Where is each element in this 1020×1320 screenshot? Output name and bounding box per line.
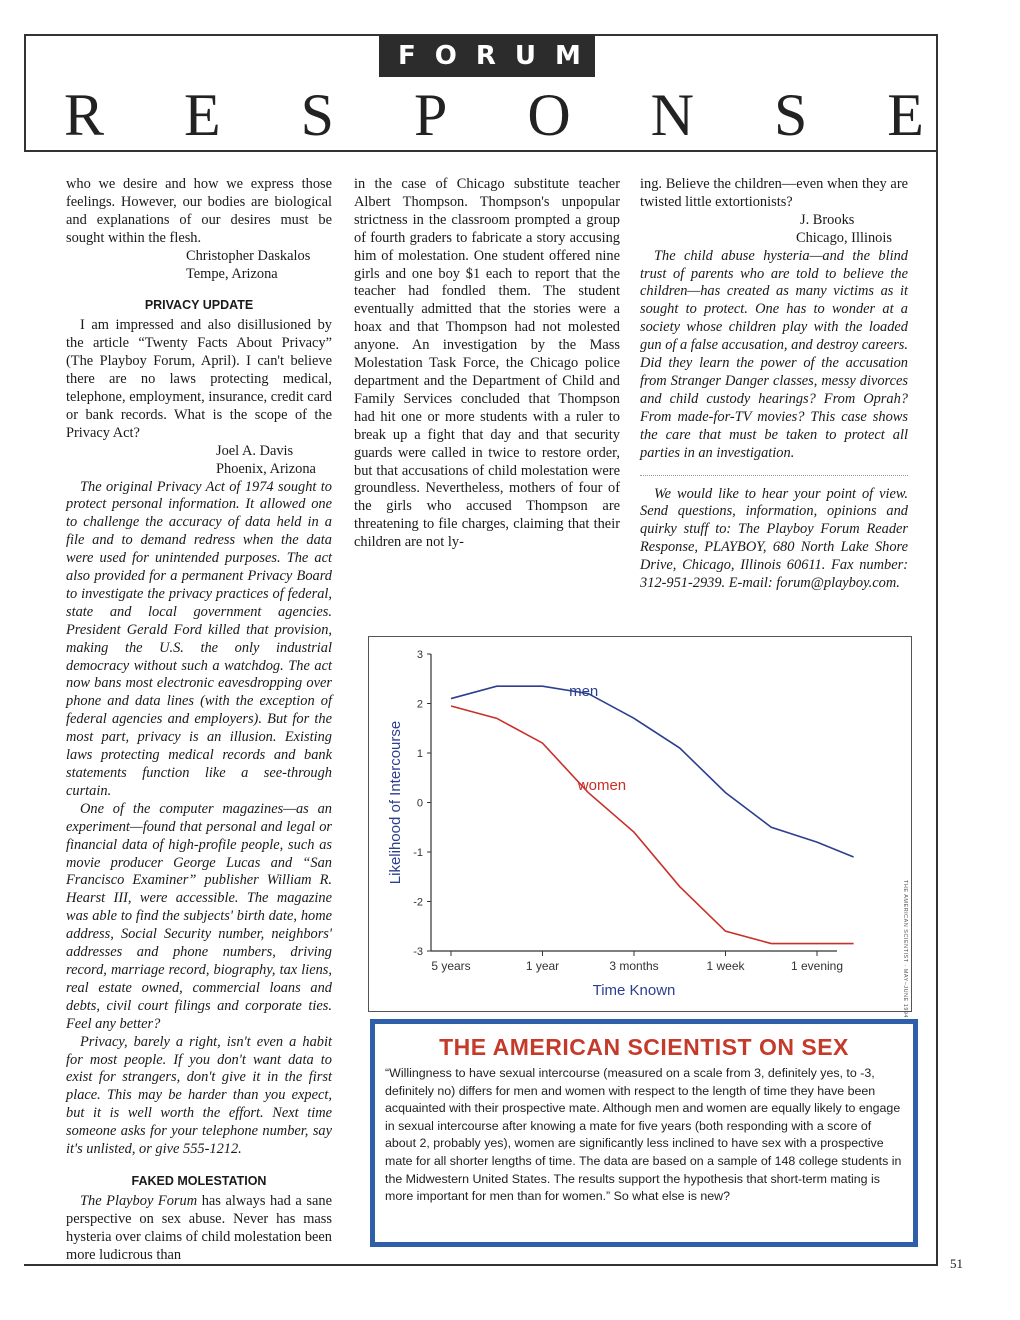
line-chart xyxy=(369,637,911,1018)
callout-title: THE AMERICAN SCIENTIST ON SEX xyxy=(439,1034,849,1060)
signature-name: Christopher Daskalos xyxy=(186,247,311,264)
signature-place: Tempe, Arizona xyxy=(186,265,278,282)
y-tick-label: 1 xyxy=(416,748,423,760)
editor-reply: One of the computer magazines—as an experiment—found that personal and legal or financial data of high-profile people, such as movie producer George Lucas and “San Francisco Examiner” publisher William R. Hearst III, were accessible. The magazine was able to find the subjects' birth date, home address, Social Security number, neighbors' addresses and phone numbers, driving record, marriage record, biography, tax liens, real estate owned, commercial loans and debts, civil court filings and corporate ties. Feel any better? xyxy=(66,800,332,1032)
series-line-women xyxy=(451,706,854,944)
title-letter: R xyxy=(64,82,105,148)
page-title xyxy=(64,82,924,148)
section-heading: PRIVACY UPDATE xyxy=(144,298,254,313)
signature-name: J. Brooks xyxy=(800,211,855,228)
editor-reply: The original Privacy Act of 1974 sought to protect personal information. It allowed one to challenge the accuracy of data held in a file and to demand redress when the data were used for unintended purposes. The act also provided for a permanent Privacy Board to investigate the privacy practices of federal, state and local government agencies. President Gerald Ford killed that provision, making the U.S. the only industrial democracy without such a watchdog. The act now bans most electronic eavesdropping over phone and data lines (with the exception of federal agencies and employers). But for the most part, privacy is an illusion. Existing laws protecting medical records and bank statements function like a see-through curtain. xyxy=(66,478,332,799)
divider xyxy=(640,475,908,476)
title-letter: E xyxy=(887,82,924,148)
signature-place: Chicago, Illinois xyxy=(796,229,892,246)
y-tick-label: -1 xyxy=(413,847,423,859)
series-line-men xyxy=(451,686,854,857)
title-letter: N xyxy=(650,82,694,148)
title-letter: S xyxy=(773,82,808,148)
x-tick-label: 3 months xyxy=(609,959,659,973)
title-letter: O xyxy=(527,82,571,148)
x-tick-label: 5 years xyxy=(431,959,471,973)
x-axis-label: Time Known xyxy=(592,982,676,999)
page-number: 51 xyxy=(950,1256,963,1271)
publication-name: The Playboy Forum xyxy=(80,1192,198,1209)
column-3 xyxy=(640,176,908,593)
editor-reply: The child abuse hysteria—and the blind trust of parents who are told to believe the children—has created as many victims as it sought to protect. One has to wonder at a society whose children play with the loaded gun of a false accusation, and destroy careers. Did they learn the power of the accusation from Stranger Danger classes, messy divorces and child custody hearings? From Oprah? From made-for-TV movies? This case shows the care that must be taken to protect all parties in an investigation. xyxy=(640,247,908,461)
y-tick-label: 3 xyxy=(416,649,423,661)
section-label: FORUM xyxy=(379,35,595,77)
title-letter: S xyxy=(300,82,334,148)
editor-reply: Privacy, barely a right, isn't even a habit for most people. If you don't want data to exist for strangers, don't give it in the first place. This may be harder than you expect, but it is well worth the effort. Next time someone asks for your telephone number, say it's unlisted, or give 555-1212. xyxy=(66,1033,332,1158)
x-tick-label: 1 evening xyxy=(790,959,844,973)
y-axis-label: Likelihood of Intercourse xyxy=(387,720,404,885)
signature-place: Phoenix, Arizona xyxy=(216,460,316,477)
letter-paragraph: ing. Believe the children—even when they are twisted little extortionists? xyxy=(640,176,908,210)
right-rule xyxy=(936,34,938,1266)
column-1 xyxy=(66,176,332,1264)
x-tick-label: 1 week xyxy=(706,959,745,973)
y-tick-label: -3 xyxy=(413,946,423,958)
letter-text: has always had a sane perspective on sex abuse. Never has mass hysteria over claims of child molestation been more ludicrous than xyxy=(66,1192,332,1263)
series-label-women: women xyxy=(577,777,627,795)
header-rule xyxy=(24,150,938,152)
x-tick-label: 1 year xyxy=(525,959,560,973)
y-tick-label: 0 xyxy=(416,797,423,810)
letter-paragraph: I am impressed and also disillusioned by the article “Twenty Facts About Privacy” (The Playboy Forum, April). I can't believe there are no laws protecting medical, telephone, employment, insurance, credit card or bank records. What is the scope of the Privacy Act? xyxy=(66,317,332,441)
signature-name: Joel A. Davis xyxy=(216,442,294,459)
column-2 xyxy=(354,176,620,552)
reader-invitation: We would like to hear your point of view. Send questions, information, opinions and quirky stuff to: The Playboy Forum Reader Response, PLAYBOY, 680 North Lake Shore Drive, Chicago, Illinois 60611. Fax number: 312-951-2939. E-mail: forum@playboy.com. xyxy=(640,485,908,592)
image-credit: THE AMERICAN SCIENTIST · MAY–JUNE 1994 xyxy=(902,880,908,1018)
section-heading: FAKED MOLESTATION xyxy=(131,1173,267,1188)
title-letter: P xyxy=(413,82,448,148)
left-rule xyxy=(24,34,26,152)
chart-panel xyxy=(368,636,912,1018)
letter-paragraph: who we desire and how we express those feelings. However, our bodies are biological and explanations of our desires must be sought within the flesh. xyxy=(66,176,332,246)
letter-paragraph: in the case of Chicago substitute teacher Albert Thompson. Thompson's unpopular strictness in the classroom prompted a group of fourth graders to fabricate a story accusing him of molestation. One student offered nine girls and one boy $1 each to report that the teacher had fondled them. The student eventually admitted that the stories were a hoax and that Thompson had not molested anyone. An investigation by the Mass Molestation Task Force, the Chicago police department and the Department of Child and Family Services concluded that Thompson had hit one or more students with a ruler to break up a fight that day and that security guards were called in twice to restore order, but that accusations of child molestation were groundless. Nevertheless, mothers of four of the girls who accused Thompson are threatening to file charges, claiming that their children are not ly- xyxy=(354,176,620,551)
callout-body: “Willingness to have sexual intercourse (measured on a scale from 3, definitely yes, to -3, definitely no) differs for men and women with respect to the length of time they have been acquainted with their prospective mate. Although men and women are equally likely to engage in sexual intercourse after knowing a mate for five years (both responding with a score of about 2, probably yes), women are significantly less inclined to have sex with a prospective mate for all shorter lengths of time. The data are based on a sample of 148 college students in the Midwestern United States. The results support the hypothesis that short-term mating is more important for men than for women.” So what else is new? xyxy=(385,1066,902,1204)
y-tick-label: 2 xyxy=(416,698,423,711)
y-tick-label: -2 xyxy=(413,896,423,909)
series-label-men: men xyxy=(569,683,599,701)
title-letter: E xyxy=(184,82,221,148)
letter-paragraph xyxy=(66,1193,332,1265)
scientist-callout xyxy=(370,1019,918,1247)
